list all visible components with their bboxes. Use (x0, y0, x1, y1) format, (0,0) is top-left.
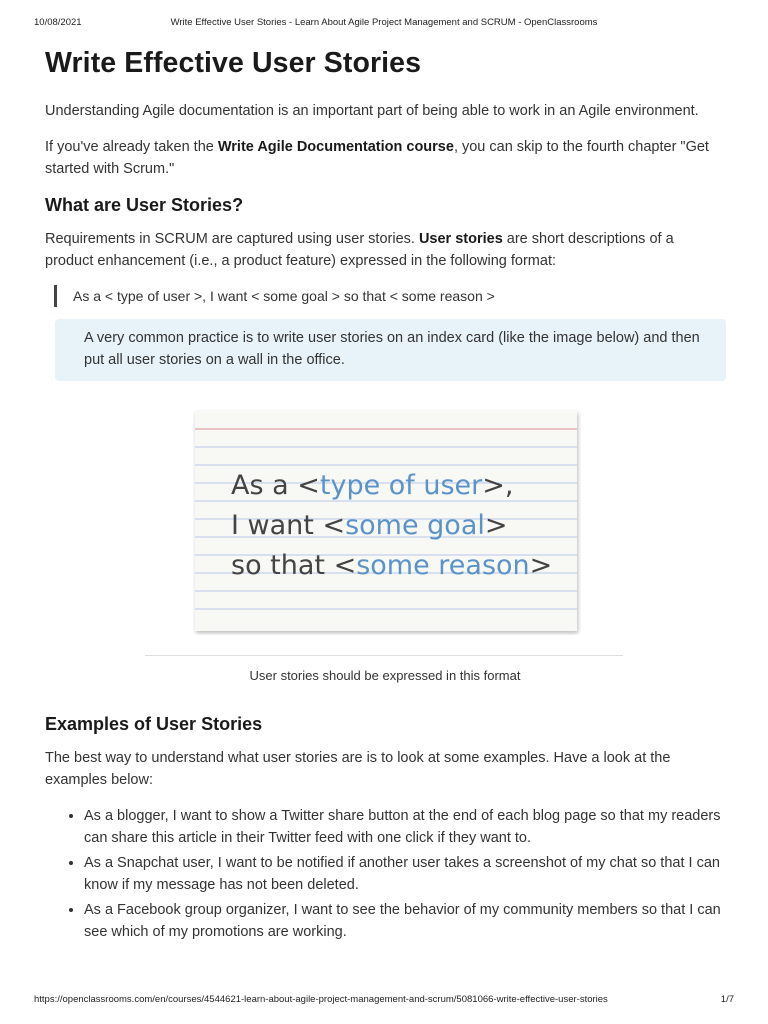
prerequisite-text-end: , you can skip to the fourth chapter "Get started with Scrum." (45, 139, 709, 177)
examples-list (45, 805, 725, 943)
section-heading-examples: Examples of User Stories (45, 714, 263, 734)
list-item: • As a Facebook group organizer, I want to see the behavior of my community members so that I can see which of my promotions are working. (84, 899, 725, 943)
section-heading-what-are-user-stories: What are User Stories? (45, 195, 244, 215)
prerequisite-text-start: If you've already taken the (45, 139, 218, 155)
card-line-3-prefix: so that < (231, 550, 357, 581)
card-line-3-suffix: > (529, 550, 553, 581)
figure-caption: User stories should be expressed in this format (249, 668, 521, 683)
figure-divider (145, 655, 623, 656)
user-stories-term: User stories (418, 231, 503, 247)
card-line-1 (231, 470, 514, 501)
card-line-3 (231, 550, 552, 581)
index-card-illustration (193, 409, 581, 635)
info-callout: A very common practice is to write user stories on an index card (like the image below) and then put all user stories on a wall in the office. (55, 319, 726, 381)
index-card-image (193, 409, 581, 635)
page-number: 1/7 (720, 994, 734, 1005)
card-line-2-suffix: > (484, 510, 508, 541)
card-line-1-prefix: As a < (231, 470, 320, 501)
print-date: 10/08/2021 (34, 17, 82, 28)
card-handwriting (231, 470, 552, 581)
course-link[interactable]: Write Agile Documentation course (217, 139, 454, 155)
article (45, 40, 725, 946)
page-title: Write Effective User Stories (45, 47, 422, 79)
figure (45, 409, 725, 654)
card-line-1-highlight: type of user (319, 470, 483, 501)
card-line-2 (231, 510, 508, 541)
list-item: • As a blogger, I want to show a Twitter share button at the end of each blog page so that my readers can share this article in their Twitter feed with one click if they want to. (84, 805, 725, 849)
intro-paragraph: Understanding Agile documentation is an important part of being able to work in an Agile environment. (45, 103, 699, 119)
examples-intro: The best way to understand what user stories are is to look at some examples. Have a look at the examples below: (45, 750, 671, 788)
requirements-text-start: Requirements in SCRUM are captured using user stories. (45, 231, 419, 247)
list-item: • As a Snapchat user, I want to be notified if another user takes a screenshot of my chat so that I can know if my message has not been deleted. (84, 852, 725, 896)
requirements-text-end: are short descriptions of a product enhancement (i.e., a product feature) expressed in the following format: (45, 231, 674, 269)
requirements-paragraph (45, 228, 725, 272)
card-line-2-highlight: some goal (345, 510, 485, 541)
card-line-1-suffix: >, (482, 470, 514, 501)
card-line-2-prefix: I want < (231, 510, 346, 541)
prerequisite-paragraph (45, 136, 725, 180)
print-page-title: Write Effective User Stories - Learn About Agile Project Management and SCRUM - OpenClassrooms (170, 17, 598, 28)
print-header (0, 14, 768, 32)
format-quote: As a < type of user >, I want < some goal > so that < some reason > (54, 285, 725, 307)
print-url[interactable]: https://openclassrooms.com/en/courses/4544621-learn-about-agile-project-management-and-scrum/5081066-write-effective-user-stories (34, 994, 608, 1005)
print-footer (0, 994, 768, 1008)
card-line-3-highlight: some reason (356, 550, 530, 581)
